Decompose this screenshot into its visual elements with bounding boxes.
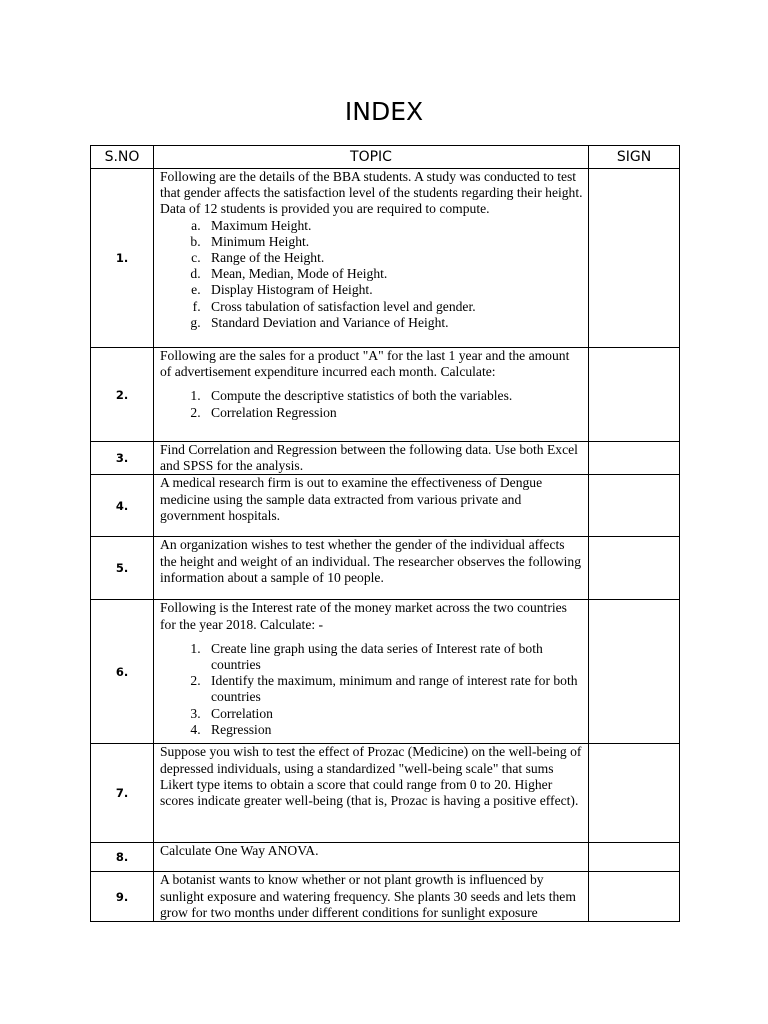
topic-text: Following are the sales for a product "A" for the last 1 year and the amount of advertisement expenditure incurred each month. Calculate: [160, 348, 570, 380]
topic-cell [154, 475, 589, 537]
row-number: 2. [91, 348, 154, 442]
list-item: 2. Identify the maximum, minimum and range of interest rate for both countries [204, 673, 584, 705]
sign-cell [589, 843, 680, 872]
table-row [91, 537, 680, 600]
row-number: 9. [91, 872, 154, 922]
table-row [91, 169, 680, 348]
table-row [91, 475, 680, 537]
topic-cell [154, 442, 589, 475]
sign-cell [589, 348, 680, 442]
list-item: f. Cross tabulation of satisfaction level and gender. [204, 299, 584, 315]
sign-cell [589, 475, 680, 537]
table-row [91, 744, 680, 843]
page-title: INDEX [344, 97, 424, 126]
row-number: 3. [91, 442, 154, 475]
topic-cell [154, 537, 589, 600]
list-item: g. Standard Deviation and Variance of Height. [204, 315, 584, 331]
row-number: 1. [91, 169, 154, 348]
row-number: 8. [91, 843, 154, 872]
list-item: 3. Correlation [204, 706, 584, 722]
topic-cell [154, 600, 589, 744]
topic-text: An organization wishes to test whether the gender of the individual affects the height and weight of an individual. The researcher observes the following information about a sample of 10 people. [160, 537, 582, 585]
topic-cell [154, 744, 589, 843]
table-row [91, 600, 680, 744]
topic-text: Calculate One Way ANOVA. [160, 843, 319, 859]
topic-text: Following are the details of the BBA students. A study was conducted to test that gender affects the satisfaction level of the students regarding their height. Data of 12 students is provided you are required to compute. [160, 169, 583, 217]
list-item: a. Maximum Height. [204, 218, 584, 234]
topic-text: A botanist wants to know whether or not plant growth is influenced by sunlight exposure and watering frequency. She plants 30 seeds and lets them grow for two months under different conditions for sunlight exposure [160, 872, 576, 920]
table-row [91, 348, 680, 442]
list-item: c. Range of the Height. [204, 250, 584, 266]
list-item: d. Mean, Median, Mode of Height. [204, 266, 584, 282]
list-item: 1. Compute the descriptive statistics of both the variables. [204, 388, 584, 404]
topic-list [160, 388, 584, 420]
sign-cell [589, 169, 680, 348]
index-table [90, 145, 680, 922]
header-topic: TOPIC [154, 146, 589, 169]
header-sno: S.NO [91, 146, 154, 169]
list-item: 1. Create line graph using the data series of Interest rate of both countries [204, 641, 584, 673]
table-row [91, 442, 680, 475]
table-header-row [91, 146, 680, 169]
topic-cell [154, 169, 589, 348]
table-row [91, 843, 680, 872]
sign-cell [589, 600, 680, 744]
topic-text: Following is the Interest rate of the money market across the two countries for the year 2018. Calculate: - [160, 600, 567, 632]
sign-cell [589, 442, 680, 475]
row-number: 6. [91, 600, 154, 744]
row-number: 5. [91, 537, 154, 600]
topic-list [160, 218, 584, 331]
topic-text: Find Correlation and Regression between the following data. Use both Excel and SPSS for the analysis. [160, 442, 578, 474]
row-number: 4. [91, 475, 154, 537]
sign-cell [589, 537, 680, 600]
list-item: b. Minimum Height. [204, 234, 584, 250]
table-row [91, 872, 680, 922]
sign-cell [589, 744, 680, 843]
topic-text: Suppose you wish to test the effect of Prozac (Medicine) on the well-being of depressed individuals, using a standardized "well-being scale" that sums Likert type items to obtain a score that could range from 0 to 20. Higher scores indicate greater well-being (that is, Prozac is having a positive effect). [160, 744, 582, 809]
header-sign: SIGN [589, 146, 680, 169]
topic-cell [154, 843, 589, 872]
topic-cell [154, 872, 589, 922]
list-item: 2. Correlation Regression [204, 405, 584, 421]
list-item: e. Display Histogram of Height. [204, 282, 584, 298]
row-number: 7. [91, 744, 154, 843]
topic-list [160, 641, 584, 738]
sign-cell [589, 872, 680, 922]
topic-cell [154, 348, 589, 442]
topic-text: A medical research firm is out to examine the effectiveness of Dengue medicine using the sample data extracted from various private and government hospitals. [160, 475, 543, 523]
list-item: 4. Regression [204, 722, 584, 738]
